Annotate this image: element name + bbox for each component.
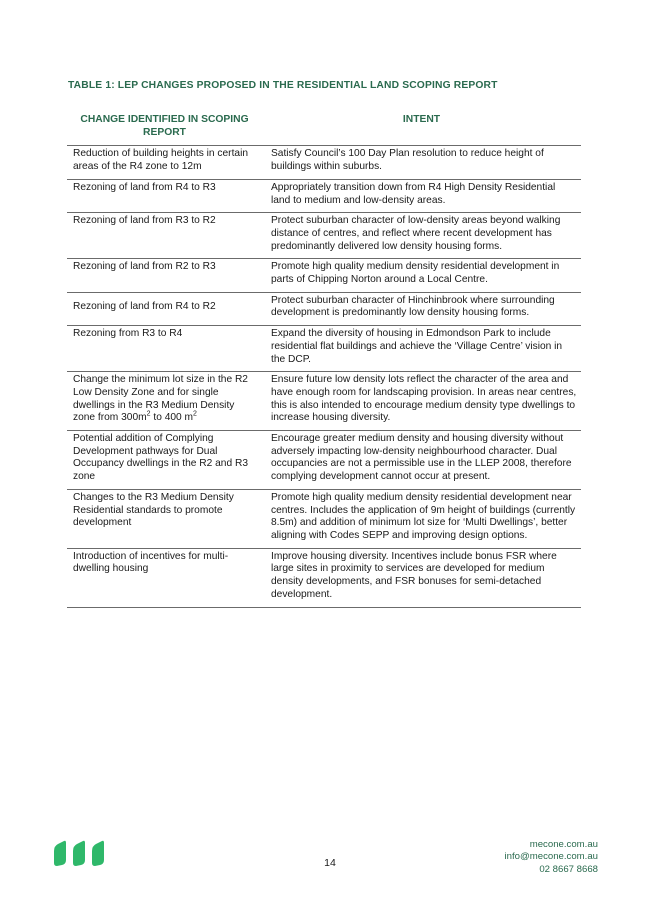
phone-number: 02 8667 8668 <box>539 863 598 875</box>
table-row <box>67 259 581 292</box>
table-row <box>67 292 581 325</box>
header-change: CHANGE IDENTIFIED IN SCOPING REPORT <box>80 114 249 138</box>
table-row <box>67 146 581 179</box>
table-row <box>67 372 581 431</box>
intent-cell: Satisfy Council’s 100 Day Plan resolution to reduce height of buildings within suburbs. <box>262 146 581 179</box>
change-text: to 400 m <box>150 412 194 424</box>
table-row <box>67 326 581 372</box>
table-row <box>67 489 581 548</box>
email-link[interactable]: info@mecone.com.au <box>504 851 598 863</box>
intent-cell: Appropriately transition down from R4 High Density Residential land to medium and low-density areas. <box>262 179 581 212</box>
intent-cell: Ensure future low density lots reflect the character of the area and have enough room for landscaping provision. In areas near centres, this is also intended to encourage medium density type dwellings to increase housing diversity. <box>262 372 581 431</box>
table-row <box>67 179 581 212</box>
intent-cell: Improve housing diversity. Incentives include bonus FSR where large sites in proximity to services are developed for medium density developments, and FSR bonuses for semi-detached development. <box>262 548 581 607</box>
intent-cell: Promote high quality medium density residential development in parts of Chipping Norton around a Local Centre. <box>262 259 581 292</box>
intent-cell: Protect suburban character of low-density areas beyond walking distance of centres, and reflect where recent development has predominantly delivered low density housing forms. <box>262 213 581 259</box>
superscript: 2 <box>146 410 151 418</box>
table-row <box>67 431 581 490</box>
intent-cell: Promote high quality medium density residential development near centres. Includes the application of 9m height of buildings (currently 8.5m) and addition of minimum lot size for ‘Multi Dwellings’, better aligning with Codes SEPP and improving design options. <box>262 489 581 548</box>
change-cell <box>67 372 262 431</box>
change-cell: Introduction of incentives for multi-dwelling housing <box>67 548 262 607</box>
superscript: 2 <box>193 410 197 418</box>
change-cell: Potential addition of Complying Development pathways for Dual Occupancy dwellings in the R2 and R3 zone <box>67 431 262 490</box>
table-header-row <box>67 110 581 146</box>
change-cell: Rezoning from R3 to R4 <box>67 326 262 372</box>
change-cell: Changes to the R3 Medium Density Residential standards to promote development <box>67 489 262 548</box>
mecone-logo-icon <box>52 838 110 873</box>
website-link[interactable]: mecone.com.au <box>529 839 598 850</box>
table-title: TABLE 1: LEP CHANGES PROPOSED IN THE RESIDENTIAL LAND SCOPING REPORT <box>68 80 498 91</box>
change-cell: Rezoning of land from R4 to R3 <box>67 179 262 212</box>
lep-changes-table <box>67 110 581 608</box>
change-cell: Rezoning of land from R2 to R3 <box>67 259 262 292</box>
change-text: Change the minimum lot size in the R2 Low Density Zone and for single dwellings in the R3 Medium Density zone from 300m <box>73 374 248 424</box>
intent-cell: Protect suburban character of Hinchinbrook where surrounding development is predominantly low density housing forms. <box>262 292 581 325</box>
table-row <box>67 548 581 607</box>
change-cell: Rezoning of land from R4 to R2 <box>67 292 262 325</box>
change-cell: Reduction of building heights in certain areas of the R4 zone to 12m <box>67 146 262 179</box>
header-intent: INTENT <box>402 114 441 125</box>
table-row <box>67 213 581 259</box>
page-number: 14 <box>324 857 336 869</box>
intent-cell: Encourage greater medium density and housing diversity without adversely impacting low-density neighbourhood character. Dual occupancies are not a permissible use in the LLEP 2008, therefore complying development cannot occur at present. <box>262 431 581 490</box>
contact-info <box>505 839 598 876</box>
intent-cell: Expand the diversity of housing in Edmondson Park to include residential flat buildings and achieve the ‘Village Centre’ vision in the DCP. <box>262 326 581 372</box>
change-cell: Rezoning of land from R3 to R2 <box>67 213 262 259</box>
